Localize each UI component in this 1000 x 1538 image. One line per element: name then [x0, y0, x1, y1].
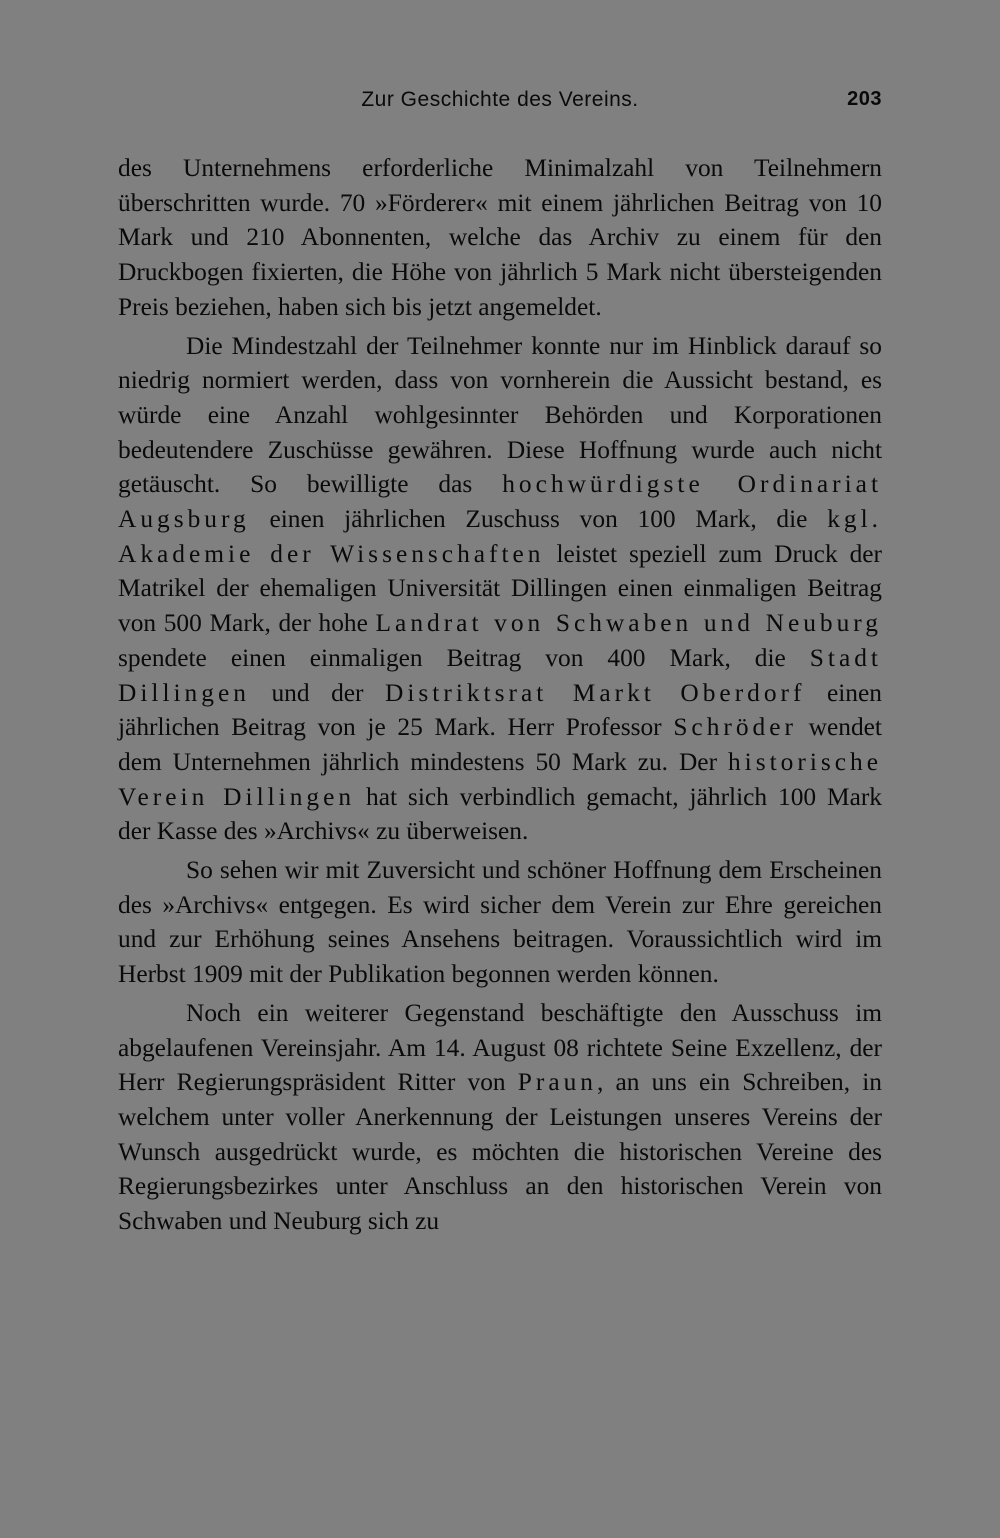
spaced-emphasis: Praun [517, 1068, 597, 1097]
spaced-emphasis: hochwürdigste Ordinariat Augsburg [118, 470, 882, 534]
spaced-emphasis: historische Verein Dillingen [118, 747, 882, 811]
text-run: einen jährlichen Zuschuss von 100 Mark, die [249, 505, 828, 534]
paragraph-1 [118, 151, 882, 325]
spaced-emphasis: Landrat von Schwaben und Neuburg [375, 609, 883, 638]
text-run: Noch ein weiterer Gegenstand beschäftigte den Ausschuss im abgelaufenen Vereinsjahr. Am 14. August 08 richtete Seine Exzellenz, der Herr Regierungspräsident Ritter von [118, 998, 882, 1097]
paragraph-2 [118, 329, 882, 850]
spaced-emphasis: Distriktsrat Markt Oberdorf [385, 678, 806, 707]
text-run: , an uns ein Schreiben, in welchem unter voller Anerkennung der Leistungen unseres Vereins der Wunsch ausgedrückt wurde, es möchten die historischen Vereine des Regierungsbezirkes unter Anschluss an den historischen Verein von Schwaben und Neuburg sich zu [118, 1068, 882, 1236]
text-run: leistet speziell zum Druck der Matrikel der ehemaligen Universität Dillingen einen einmaligen Beitrag von 500 Mark, der hohe [118, 539, 882, 638]
text-run: Die Mindestzahl der Teilnehmer konnte nur im Hinblick darauf so niedrig normiert werden, dass von vornherein die Aussicht bestand, es würde eine Anzahl wohlgesinnter Behörden und Korporationen bedeutendere Zuschüsse gewähren. Diese Hoffnung wurde auch nicht getäuscht. So bewilligte das [118, 331, 882, 499]
spaced-emphasis: kgl. Akademie der Wissenschaften [118, 505, 882, 568]
text-run: spendete einen einmaligen Beitrag von 400 Mark, die [118, 643, 810, 672]
running-header [118, 88, 882, 118]
spaced-emphasis: Schröder [673, 713, 797, 742]
text-run: wendet dem Unternehmen jährlich mindestens 50 Mark zu. Der [118, 713, 882, 776]
text-run: hat sich verbindlich gemacht, jährlich 100 Mark der Kasse des »Archivs« zu überweisen. [118, 782, 882, 846]
paragraph-4 [118, 996, 882, 1239]
spaced-emphasis: Stadt Dillingen [118, 643, 882, 707]
text-run: und der [249, 678, 386, 707]
book-page [118, 88, 882, 1239]
body-text [118, 151, 882, 1239]
page-number: 203 [847, 88, 882, 110]
text-run: des Unternehmens erforderliche Minimalzahl von Teilnehmern überschritten wurde. 70 »Förderer« mit einem jährlichen Beitrag von 10 Mark und 210 Abonnenten, welche das Archiv zu einem für den Druckbogen fixierten, die Höhe von jährlich 5 Mark nicht übersteigenden Preis beziehen, haben sich bis jetzt angemeldet. [118, 154, 882, 321]
text-run: So sehen wir mit Zuversicht und schöner Hoffnung dem Erscheinen des »Archivs« entgegen. Es wird sicher dem Verein zur Ehre gereichen und zur Erhöhung seines Ansehens beitragen. Voraussichtlich wird im Herbst 1909 mit der Publikation begonnen werden können. [118, 856, 882, 989]
text-run: einen jährlichen Beitrag von je 25 Mark. Herr Professor [118, 678, 882, 742]
paragraph-3 [118, 853, 882, 992]
running-title: Zur Geschichte des Vereins. [361, 88, 639, 111]
